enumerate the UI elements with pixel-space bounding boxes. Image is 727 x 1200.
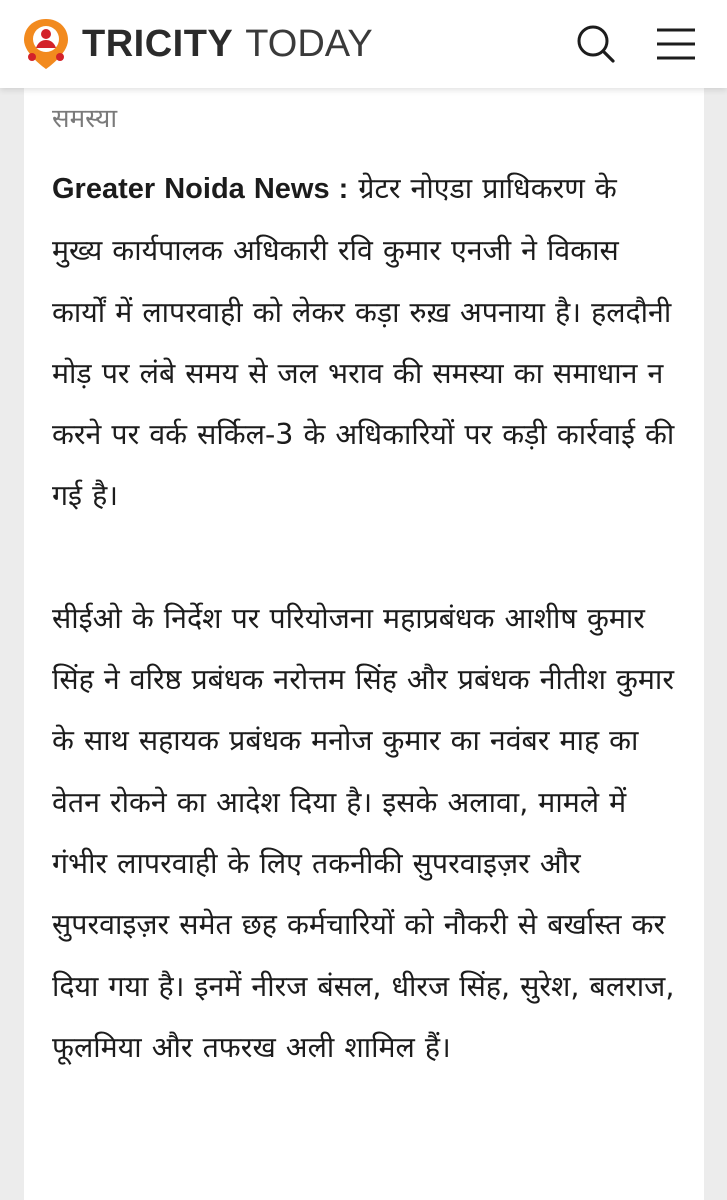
hamburger-menu-icon [656, 27, 696, 61]
map-pin-logo-icon[interactable] [22, 17, 70, 71]
article-lead-label: Greater Noida News : [52, 173, 349, 205]
article-category: समस्या [52, 104, 118, 134]
article-paragraph-1 [52, 158, 676, 527]
article-paragraph-1-body: ग्रेटर नोएडा प्राधिकरण के मुख्य कार्यपालक अधिकारी रवि कुमार एनजी ने विकास कार्यों में लापरवाही को लेकर कड़ा रुख़ अपनाया है। हलदौनी मोड़ पर लंबे समय से जल भराव की समस्या का समाधान न करने पर वर्क सर्किल-3 के अधिकारियों पर कड़ी कार्रवाई की गई है। [52, 172, 675, 513]
search-icon [576, 24, 616, 64]
site-header [0, 0, 727, 88]
brand-bold-text: TRICITY [82, 23, 234, 65]
article-paragraph-2: सीईओ के निर्देश पर परियोजना महाप्रबंधक आशीष कुमार सिंह ने वरिष्ठ प्रबंधक नरोत्तम सिंह और प्रबंधक नीतीश कुमार के साथ सहायक प्रबंधक मनोज कुमार का नवंबर माह का वेतन रोकने का आदेश दिया है। इसके अलावा, मामले में गंभीर लापरवाही के लिए तकनीकी सुपरवाइज़र और सुपरवाइज़र समेत छह कर्मचारियों को नौकरी से बर्खास्त कर दिया गया है। इनमें नीरज बंसल, धीरज सिंह, सुरेश, बलराज, फूलमिया और तफरख अली शामिल हैं। [52, 601, 675, 1064]
brand-logo-text[interactable] [82, 25, 373, 63]
article-card [24, 88, 704, 1200]
menu-button[interactable] [653, 21, 699, 67]
search-button[interactable] [573, 21, 619, 67]
brand-light-text: TODAY [245, 23, 373, 65]
